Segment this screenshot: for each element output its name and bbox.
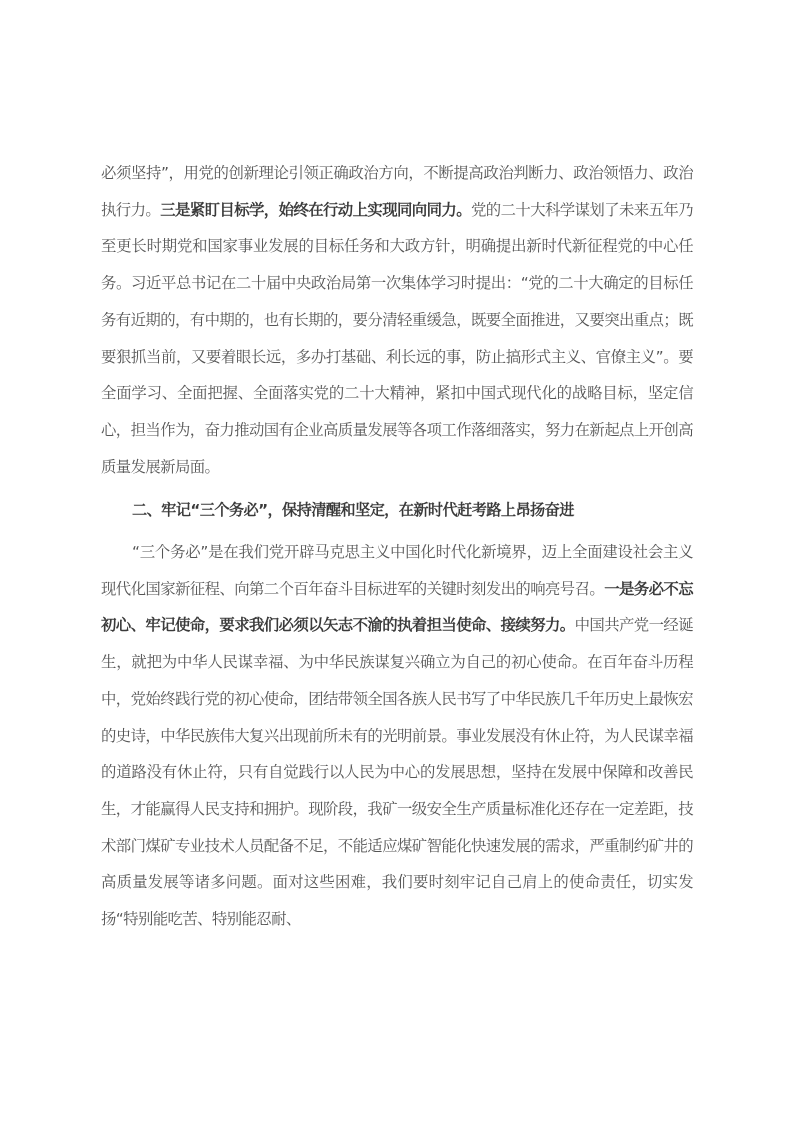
document-page bbox=[101, 155, 693, 938]
paragraph-three-musts bbox=[101, 534, 693, 938]
paragraph-text: 中国共产党一经诞生，就把为中华人民谋幸福、为中华民族谋复兴确立为自己的初心使命。在百年奋斗历程中，党始终践行党的初心使命，团结带领全国各族人民书写了中华民族几千年历史上最恢宏的史诗，中华民族伟大复兴出现前所未有的光明前景。事业发展没有休止符，为人民谋幸福的道路没有休止符，只有自觉践行以人民为中心的发展思想，坚持在发展中保障和改善民生，才能赢得人民支持和拥护。现阶段，我矿一级安全生产质量标准化还存在一定差距，技术部门煤矿专业技术人员配备不足，不能适应煤矿智能化快速发展的需求，严重制约矿井的高质量发展等诸多问题。面对这些困难，我们要时刻牢记自己肩上的使命责任，切实发扬“特别能吃苦、特别能忍耐、 bbox=[101, 616, 693, 929]
bold-point-one: 一是务必不忘初心、牢记使命，要求我们必须以矢志不渝的执着担当使命、接续努力。 bbox=[101, 579, 693, 635]
paragraph-political-direction bbox=[101, 155, 693, 485]
section-heading-two: 二、牢记“三个务必”，保持清醒和坚定，在新时代赶考路上昂扬奋进 bbox=[132, 501, 574, 520]
paragraph-text: “三个务必”是在我们党开辟马克思主义中国化时代化新境界，迈上全面建设社会主义现代化国家新征程、向第二个百年奋斗目标进军的关键时刻发出的响亮号召。 bbox=[101, 543, 693, 598]
bold-point-three: 三是紧盯目标学，始终在行动上实现同向同力。 bbox=[160, 200, 471, 219]
paragraph-text: 必须坚持”，用党的创新理论引领正确政治方向，不断提高政治判断力、政治领悟力、政治执行力。 bbox=[101, 164, 693, 219]
paragraph-text: 党的二十大科学谋划了未来五年乃至更长时期党和国家事业发展的目标任务和大政方针，明确提出新时代新征程党的中心任务。习近平总书记在二十届中央政治局第一次集体学习时提出：“党的二十大确定的目标任务有近期的，有中期的，也有长期的，要分清轻重缓急，既要全面推进，又要突出重点；既要狠抓当前，又要着眼长远，多办打基础、利长远的事，防止搞形式主义、官僚主义”。要全面学习、全面把握、全面落实党的二十大精神，紧扣中国式现代化的战略目标，坚定信心，担当作为，奋力推动国有企业高质量发展等各项工作落细落实，努力在新起点上开创高质量发展新局面。 bbox=[101, 200, 693, 476]
